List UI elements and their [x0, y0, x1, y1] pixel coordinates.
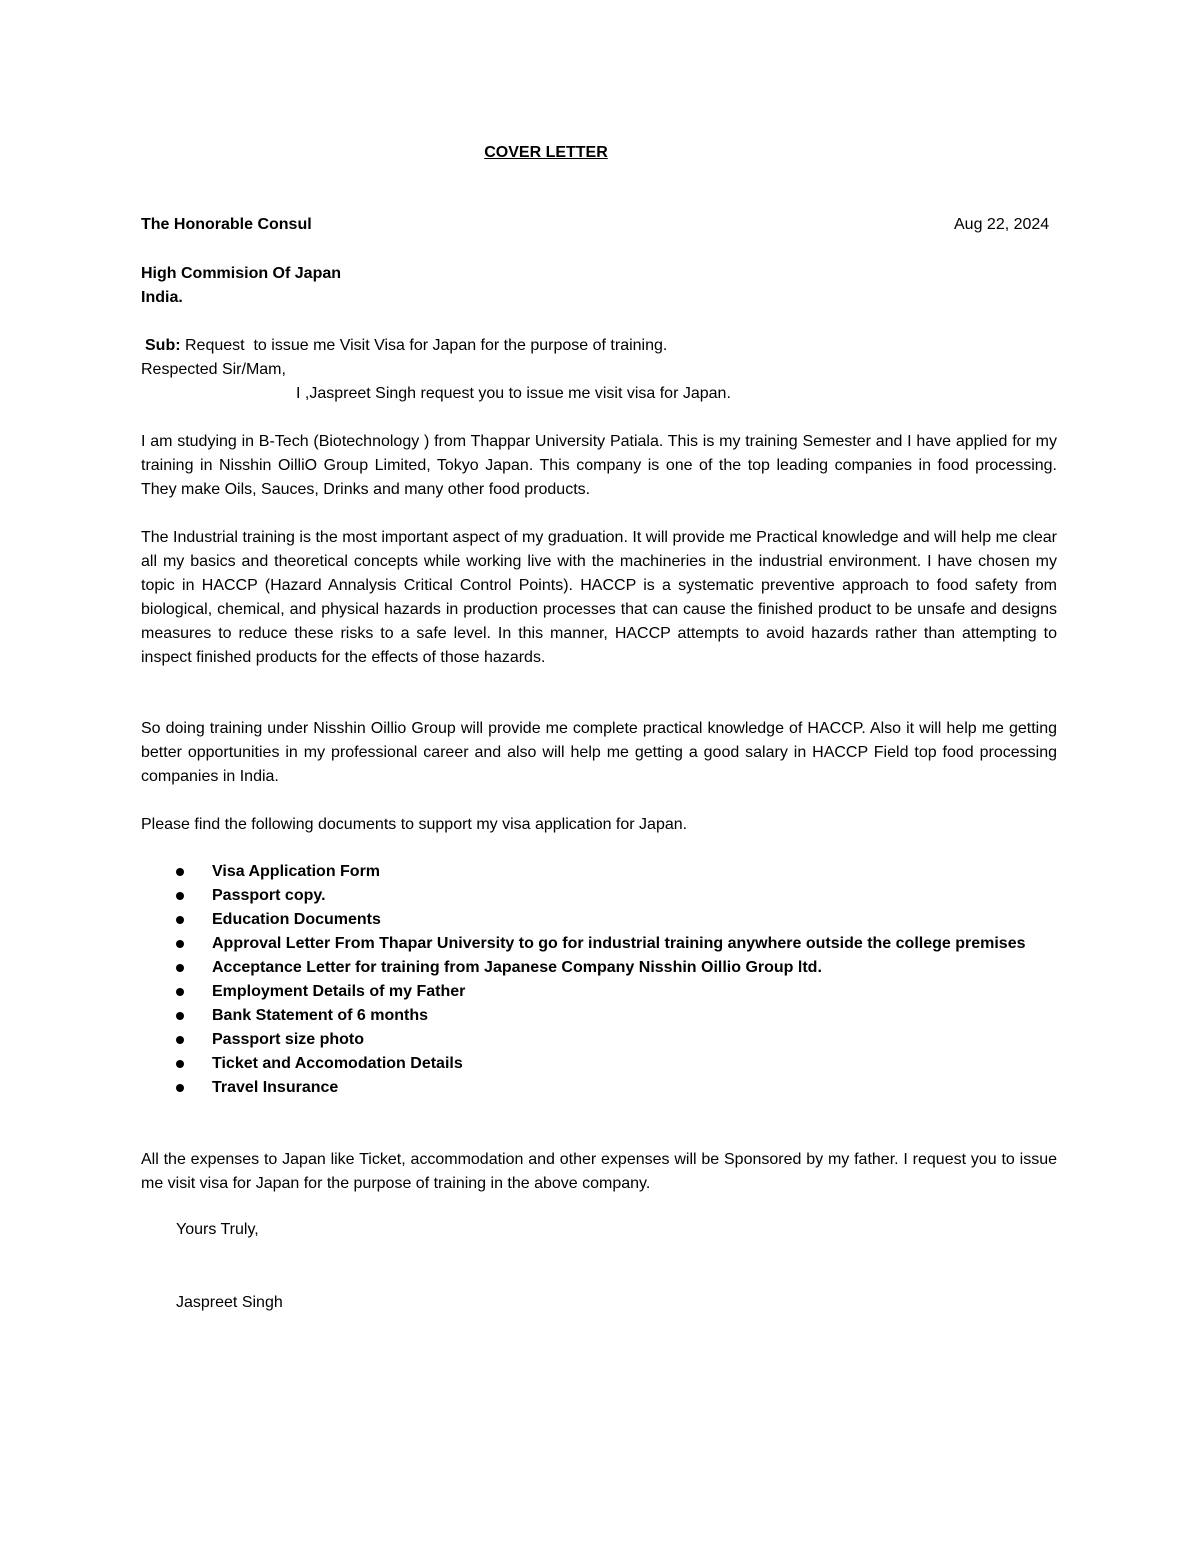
recipient-line-1: The Honorable Consul	[141, 216, 312, 233]
intro-line: I ,Jaspreet Singh request you to issue me visit visa for Japan.	[296, 385, 731, 402]
list-item: Passport copy.	[141, 884, 1057, 908]
list-item: Employment Details of my Father	[141, 980, 1057, 1004]
list-item: Passport size photo	[141, 1028, 1057, 1052]
letter-date: Aug 22, 2024	[954, 216, 1050, 233]
recipient-line-3: India.	[141, 289, 183, 306]
bullet-icon	[176, 1084, 184, 1092]
subject-text: Request to issue me Visit Visa for Japan for the purpose of training.	[180, 337, 668, 354]
bullet-icon	[176, 1036, 184, 1044]
bullet-icon	[176, 988, 184, 996]
salutation: Respected Sir/Mam,	[141, 361, 286, 378]
list-item: Approval Letter From Thapar University to go for industrial training anywhere outside the college premises	[141, 932, 1057, 956]
subject-label: Sub:	[145, 337, 181, 354]
bullet-icon	[176, 1060, 184, 1068]
list-item: Travel Insurance	[141, 1076, 1057, 1100]
bullet-icon	[176, 892, 184, 900]
documents-list	[141, 860, 1057, 1100]
list-item: Acceptance Letter for training from Japanese Company Nisshin Oillio Group ltd.	[141, 956, 1057, 980]
list-item: Education Documents	[141, 908, 1057, 932]
page-title: COVER LETTER	[484, 144, 608, 161]
closing-paragraph: All the expenses to Japan like Ticket, accommodation and other expenses will be Sponsored by my father. I request you to issue me visit visa for Japan for the purpose of training in the above company.	[141, 1151, 1057, 1192]
bullet-icon	[176, 916, 184, 924]
paragraph-studies: I am studying in B-Tech (Biotechnology ) from Thappar University Patiala. This is my training Semester and I have applied for my training in Nisshin OilliO Group Limited, Tokyo Japan. This company is one of the top leading companies in food processing. They make Oils, Sauces, Drinks and many other food products.	[141, 433, 1057, 498]
list-item: Ticket and Accomodation Details	[141, 1052, 1057, 1076]
bullet-icon	[176, 868, 184, 876]
bullet-icon	[176, 940, 184, 948]
bullet-icon	[176, 964, 184, 972]
signature-name: Jaspreet Singh	[176, 1294, 283, 1311]
paragraph-benefits: So doing training under Nisshin Oillio Group will provide me complete practical knowledge of HACCP. Also it will help me getting better opportunities in my professional career and also will help me getting a good salary in HACCP Field top food processing companies in India.	[141, 720, 1057, 785]
recipient-line-2: High Commision Of Japan	[141, 265, 342, 282]
subject-line	[145, 336, 667, 356]
list-item: Visa Application Form	[141, 860, 1057, 884]
paragraph-training: The Industrial training is the most important aspect of my graduation. It will provide me Practical knowledge and will help me clear all my basics and theoretical concepts while working live with the machineries in the industrial environment. I have chosen my topic in HACCP (Hazard Annalysis Critical Control Points). HACCP is a systematic preventive approach to food safety from biological, chemical, and physical hazards in production processes that can cause the finished product to be unsafe and designs measures to reduce these risks to a safe level. In this manner, HACCP attempts to avoid hazards rather than attempting to inspect finished products for the effects of those hazards.	[141, 529, 1057, 666]
paragraph-documents-intro: Please find the following documents to support my visa application for Japan.	[141, 816, 688, 833]
list-item: Bank Statement of 6 months	[141, 1004, 1057, 1028]
signoff: Yours Truly,	[176, 1221, 259, 1238]
bullet-icon	[176, 1012, 184, 1020]
